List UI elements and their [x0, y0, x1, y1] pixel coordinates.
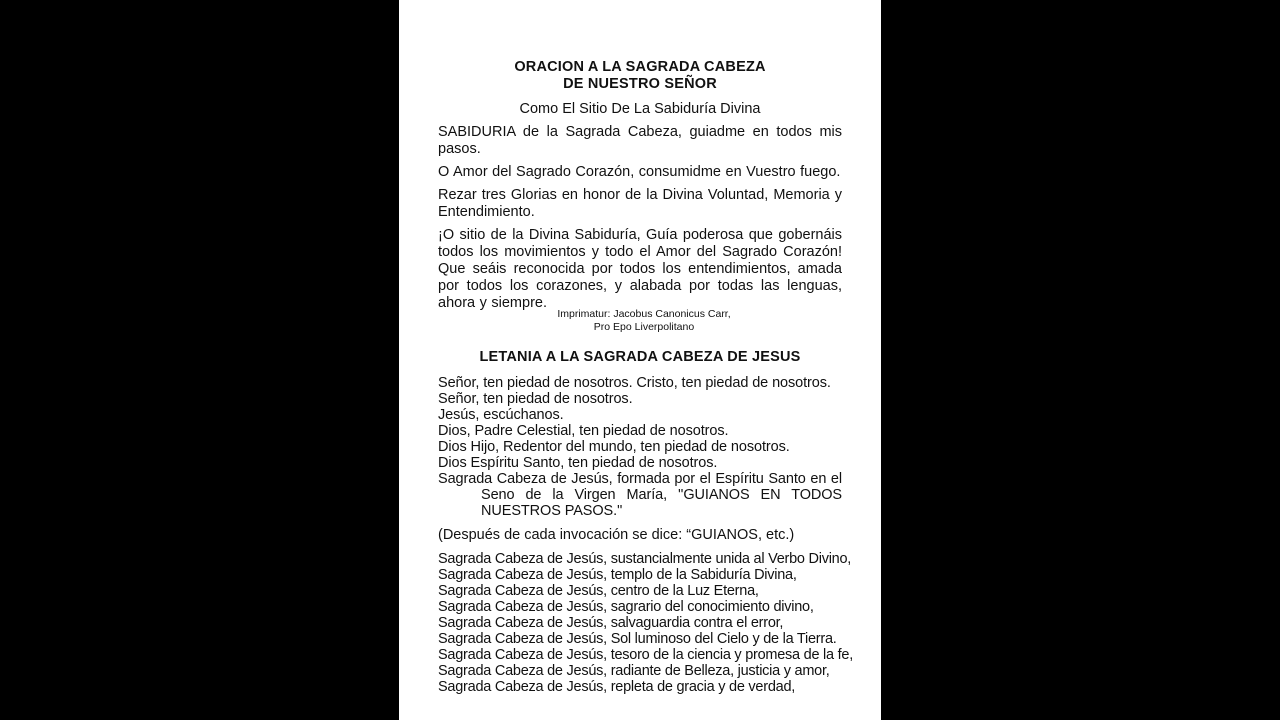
invocation-line: Sagrada Cabeza de Jesús, sagrario del conocimiento divino,: [438, 599, 814, 615]
invocation-list: [438, 551, 853, 695]
invocation-line: Sagrada Cabeza de Jesús, templo de la Sabiduría Divina,: [438, 567, 797, 583]
litany-line-formada: Sagrada Cabeza de Jesús, formada por el Espíritu Santo en el Seno de la Virgen María, ''GUIANOS EN TODOS NUESTROS PASOS.'': [438, 471, 842, 519]
invocation-line: Sagrada Cabeza de Jesús, salvaguardia contra el error,: [438, 615, 784, 631]
litany-line: Dios Espíritu Santo, ten piedad de nosotros.: [438, 455, 718, 471]
litany-title: LETANIA A LA SAGRADA CABEZA DE JESUS: [479, 349, 801, 365]
prayer-subtitle: Como El Sitio De La Sabiduría Divina: [519, 101, 761, 117]
invocation-note: (Después de cada invocación se dice: “GUIANOS, etc.): [438, 527, 795, 543]
invocation-line: Sagrada Cabeza de Jesús, radiante de Belleza, justicia y amor,: [438, 663, 830, 679]
litany-opening: [438, 375, 842, 519]
invocation-line: Sagrada Cabeza de Jesús, repleta de gracia y de verdad,: [438, 679, 796, 695]
litany-line: Jesús, escúchanos.: [438, 407, 564, 423]
prayer-title-line-1: ORACION A LA SAGRADA CABEZA: [514, 59, 766, 75]
litany-line: Señor, ten piedad de nosotros.: [438, 391, 633, 407]
invocation-line: Sagrada Cabeza de Jesús, centro de la Luz Eterna,: [438, 583, 759, 599]
litany-line: Dios, Padre Celestial, ten piedad de nosotros.: [438, 423, 729, 439]
litany-line: Señor, ten piedad de nosotros. Cristo, ten piedad de nosotros.: [438, 375, 831, 391]
paragraph-rezar: Rezar tres Glorias en honor de la Divina Voluntad, Memoria y Entendimiento.: [438, 187, 842, 220]
invocation-line: Sagrada Cabeza de Jesús, sustancialmente unida al Verbo Divino,: [438, 551, 852, 567]
imprimatur-line-2: Pro Epo Liverpolitano: [593, 321, 695, 333]
paragraph-oracion: ¡O sitio de la Divina Sabiduría, Guía poderosa que gobernáis todos los movimientos y todo el Amor del Sagrado Corazón! Que seáis reconocida por todos los entendimientos, amada por todos los corazones, y alabada por todas las lenguas, ahora y siempre.: [438, 227, 842, 311]
prayer-card-page: [399, 0, 881, 720]
page-content: [438, 59, 853, 695]
invocation-line: Sagrada Cabeza de Jesús, Sol luminoso del Cielo y de la Tierra.: [438, 631, 837, 647]
paragraph-sabiduria: SABIDURIA de la Sagrada Cabeza, guiadme en todos mis pasos.: [438, 124, 842, 157]
prayer-title: [438, 59, 842, 93]
litany-line: Dios Hijo, Redentor del mundo, ten piedad de nosotros.: [438, 439, 790, 455]
prayer-title-line-2: DE NUESTRO SEÑOR: [563, 76, 717, 92]
paragraph-amor: O Amor del Sagrado Corazón, consumidme en Vuestro fuego.: [438, 164, 841, 180]
imprimatur-line-1: Imprimatur: Jacobus Canonicus Carr,: [557, 308, 731, 320]
invocation-line: Sagrada Cabeza de Jesús, tesoro de la ciencia y promesa de la fe,: [438, 647, 853, 663]
